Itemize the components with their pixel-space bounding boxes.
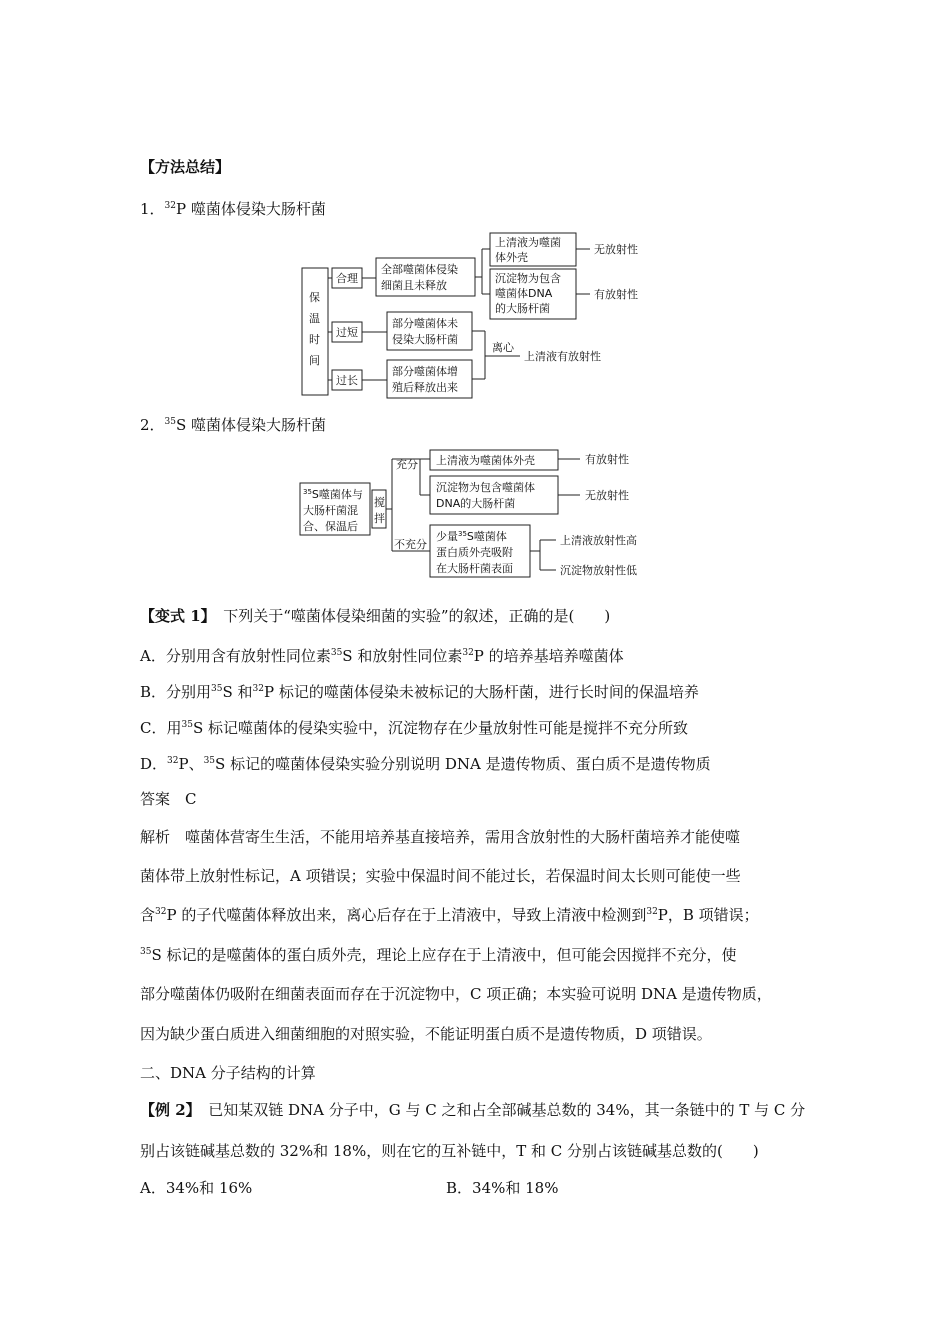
box-small-line1: 少量$^{35}$S噬菌体: [436, 530, 507, 543]
q1-option-d: D．$^{32}$P、$^{35}$S 标记的噬菌体侵染实验分别说明 DNA 是遗传物质、蛋白质不是遗传物质: [140, 755, 711, 773]
box-supernatant: 上清液为噬菌体外壳: [436, 454, 535, 467]
section-2-title: 2．$^{35}$S 噬菌体侵染大肠杆菌: [140, 416, 327, 434]
stir-char-2: 拌: [374, 512, 385, 525]
top1-line2: 体外壳: [495, 251, 528, 264]
q1-explanation-5: 部分噬菌体仍吸附在细菌表面而存在于沉淀物中，C 项正确；本实验可说明 DNA 是遗传物质，: [140, 985, 772, 1003]
root-char-4: 间: [309, 354, 320, 367]
result2-sediment-low: 沉淀物放射性低: [560, 564, 637, 577]
question-2-stem-2: 别占该链碱基总数的 32%和 18%，则在它的互补链中，T 和 C 分别占该链碱基总数的( ): [140, 1142, 759, 1160]
section-3-title: 二、DNA 分子结构的计算: [140, 1064, 316, 1082]
result2-supernatant-high: 上清液放射性高: [560, 534, 637, 547]
label-insufficient: 不充分: [394, 538, 427, 551]
method-summary-heading: 【方法总结】: [140, 158, 231, 176]
q1-explanation-4: $^{35}$S 标记的是噬菌体的蛋白质外壳，理论上应存在于上清液中，但可能会因搅拌不充分，使: [140, 946, 737, 964]
label-centrifuge: 离心: [492, 341, 514, 354]
mid2-line2: 侵染大肠杆菌: [392, 333, 458, 346]
question-2-stem-1: 【例 2】 已知某双链 DNA 分子中，G 与 C 之和占全部碱基总数的 34%，其一条链中的 T 与 C 分: [140, 1101, 806, 1119]
stir-char-1: 搅: [374, 496, 385, 509]
top1-line1: 上清液为噬菌: [495, 236, 561, 249]
root-char-2: 温: [309, 312, 320, 325]
label-too-short: 过短: [336, 326, 358, 339]
label-sufficient: 充分: [396, 458, 418, 471]
mid3-line2: 殖后释放出来: [392, 381, 458, 394]
result-supernatant-radioactive: 上清液有放射性: [524, 350, 601, 363]
result2-not-radioactive: 无放射性: [585, 489, 629, 502]
box-small-line3: 在大肠杆菌表面: [436, 562, 513, 575]
label-reasonable: 合理: [336, 272, 358, 285]
mid1-line2: 细菌且未释放: [381, 279, 447, 292]
q1-explanation-6: 因为缺少蛋白质进入细菌细胞的对照实验，不能证明蛋白质不是遗传物质，D 项错误。: [140, 1025, 712, 1043]
label-too-long: 过长: [336, 374, 358, 387]
box-sediment-line2: DNA的大肠杆菌: [436, 497, 516, 510]
q1-option-b: B．分别用$^{35}$S 和$^{32}$P 标记的噬菌体侵染未被标记的大肠杆菌，进行长时间的保温培养: [140, 683, 699, 701]
box-sediment-line1: 沉淀物为包含噬菌体: [436, 481, 535, 494]
q1-answer: 答案 C: [140, 790, 197, 808]
q1-explanation-3: 含$^{32}$P 的子代噬菌体释放出来，离心后存在于上清液中，导致上清液中检测到$^{32}$P，B 项错误；: [140, 906, 759, 924]
q2-options: [140, 1178, 780, 1198]
section-1-title: 1．$^{32}$P 噬菌体侵染大肠杆菌: [140, 200, 326, 218]
q2-option-b: B．34%和 18%: [446, 1179, 559, 1197]
root2-line3: 合、保温后: [303, 520, 358, 533]
mid3-line1: 部分噬菌体增: [392, 365, 458, 378]
q2-option-a: A．34%和 16%: [140, 1179, 253, 1197]
top2-line3: 的大肠杆菌: [495, 302, 550, 315]
top2-line2: 噬菌体DNA: [495, 287, 553, 300]
mid2-line1: 部分噬菌体未: [392, 317, 458, 330]
result-no-radioactivity: 无放射性: [594, 243, 638, 256]
root2-line2: 大肠杆菌混: [303, 504, 358, 517]
q1-explanation-1: 解析 噬菌体营寄生生活，不能用培养基直接培养，需用含放射性的大肠杆菌培养才能使噬: [140, 828, 741, 846]
mid1-line1: 全部噬菌体侵染: [381, 263, 458, 276]
root-char-3: 时: [309, 333, 320, 346]
q1-explanation-2: 菌体带上放射性标记，A 项错误；实验中保温时间不能过长，若保温时间太长则可能使一些: [140, 867, 741, 885]
result2-radioactive: 有放射性: [585, 453, 629, 466]
box-small-line2: 蛋白质外壳吸附: [436, 546, 513, 559]
top2-line1: 沉淀物为包含: [495, 272, 561, 285]
result-radioactivity: 有放射性: [594, 288, 638, 301]
q1-option-c: C．用$^{35}$S 标记噬菌体的侵染实验中，沉淀物存在少量放射性可能是搅拌不充分所致: [140, 719, 688, 737]
q1-option-a: A．分别用含有放射性同位素$^{35}$S 和放射性同位素$^{32}$P 的培养基培养噬菌体: [140, 647, 624, 665]
root2-line1: $^{35}$S噬菌体与: [303, 488, 363, 501]
question-1-stem: 【变式 1】 下列关于“噬菌体侵染细菌的实验”的叙述，正确的是( ): [140, 607, 611, 625]
root-char-1: 保: [309, 291, 320, 304]
